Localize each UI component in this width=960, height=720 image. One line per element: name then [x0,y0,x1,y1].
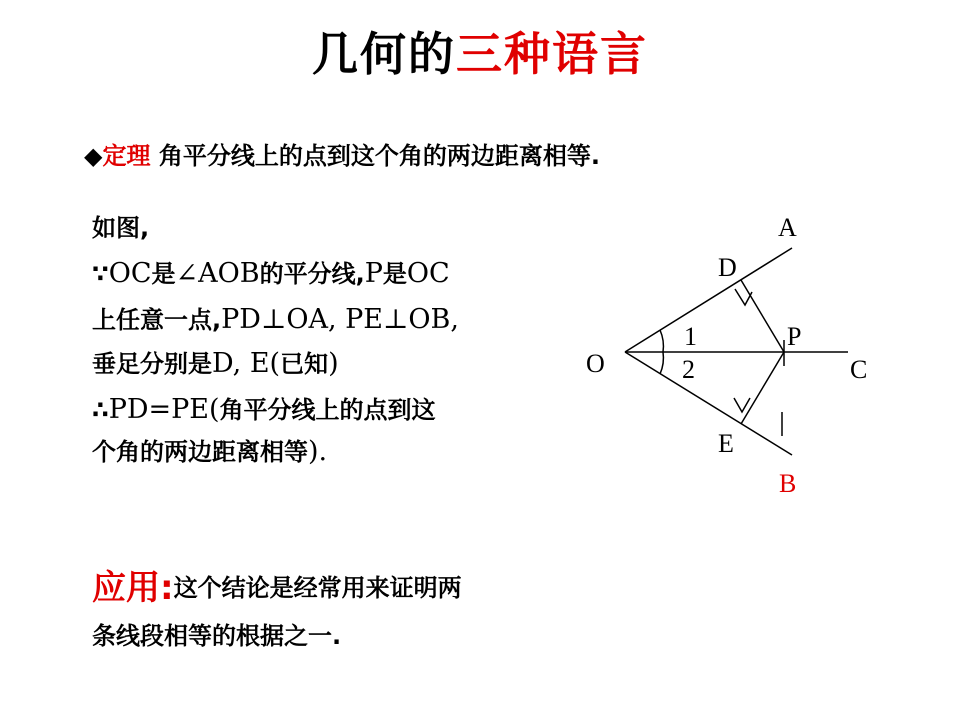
proof-text: P [364,258,383,289]
label-d: D [718,253,737,282]
title-black: 几何的 [312,27,456,81]
angle-arc-1 [660,330,663,352]
proof-text: 已知 [280,350,329,378]
proof-text: OC [406,258,450,289]
proof-text: 角平分线上的点到这 [219,396,436,424]
proof-text: ) [328,348,339,379]
proof-text: 是 [382,260,407,288]
segment-pd [741,280,784,352]
bullet-icon: ◆ [84,142,103,170]
label-p: P [787,322,802,351]
because-symbol: ∵ [92,260,109,288]
proof-text: ). [308,436,328,467]
right-angle-mark-d [735,289,752,305]
ray-oa [625,248,792,352]
label-2: 2 [682,355,695,384]
proof-text: 上任意一点, [92,306,222,334]
application-colon: : [160,568,174,608]
theorem-text: 角平分线上的点到这个角的两边距离相等. [158,142,600,170]
angle-arc-2 [660,352,663,374]
therefore-symbol: ∴ [92,396,109,424]
proof-text: 个角的两边距离相等 [92,438,308,466]
theorem-label: 定理 [102,142,151,170]
ray-ob [625,352,792,455]
proof-text: 的平分线, [259,260,365,288]
label-e: E [718,429,734,458]
proof-text: 是 [151,260,176,288]
label-b: B [779,469,797,498]
application-text: 条线段相等的根据之一. [92,622,342,650]
application-text: 这个结论是经常用来证明两 [173,574,462,602]
title-red: 三种语言 [456,27,648,81]
proof-text: 如图, [92,214,150,242]
proof-text: OC [108,258,152,289]
label-o: O [586,349,605,378]
proof-text: 垂足分别是 [92,350,212,378]
application-label: 应用 [92,568,160,608]
proof-text: PD=PE( [108,394,220,425]
angle-symbol: ∠ [175,258,199,289]
proof-text: AOB [198,258,260,289]
label-c: C [850,355,868,384]
label-a: A [778,213,797,242]
segment-pe [741,352,784,424]
proof-text: D, E( [212,348,281,379]
proof-text: PD⊥OA, PE⊥OB, [221,304,459,335]
label-1: 1 [684,322,697,351]
right-angle-mark-e [734,398,750,412]
